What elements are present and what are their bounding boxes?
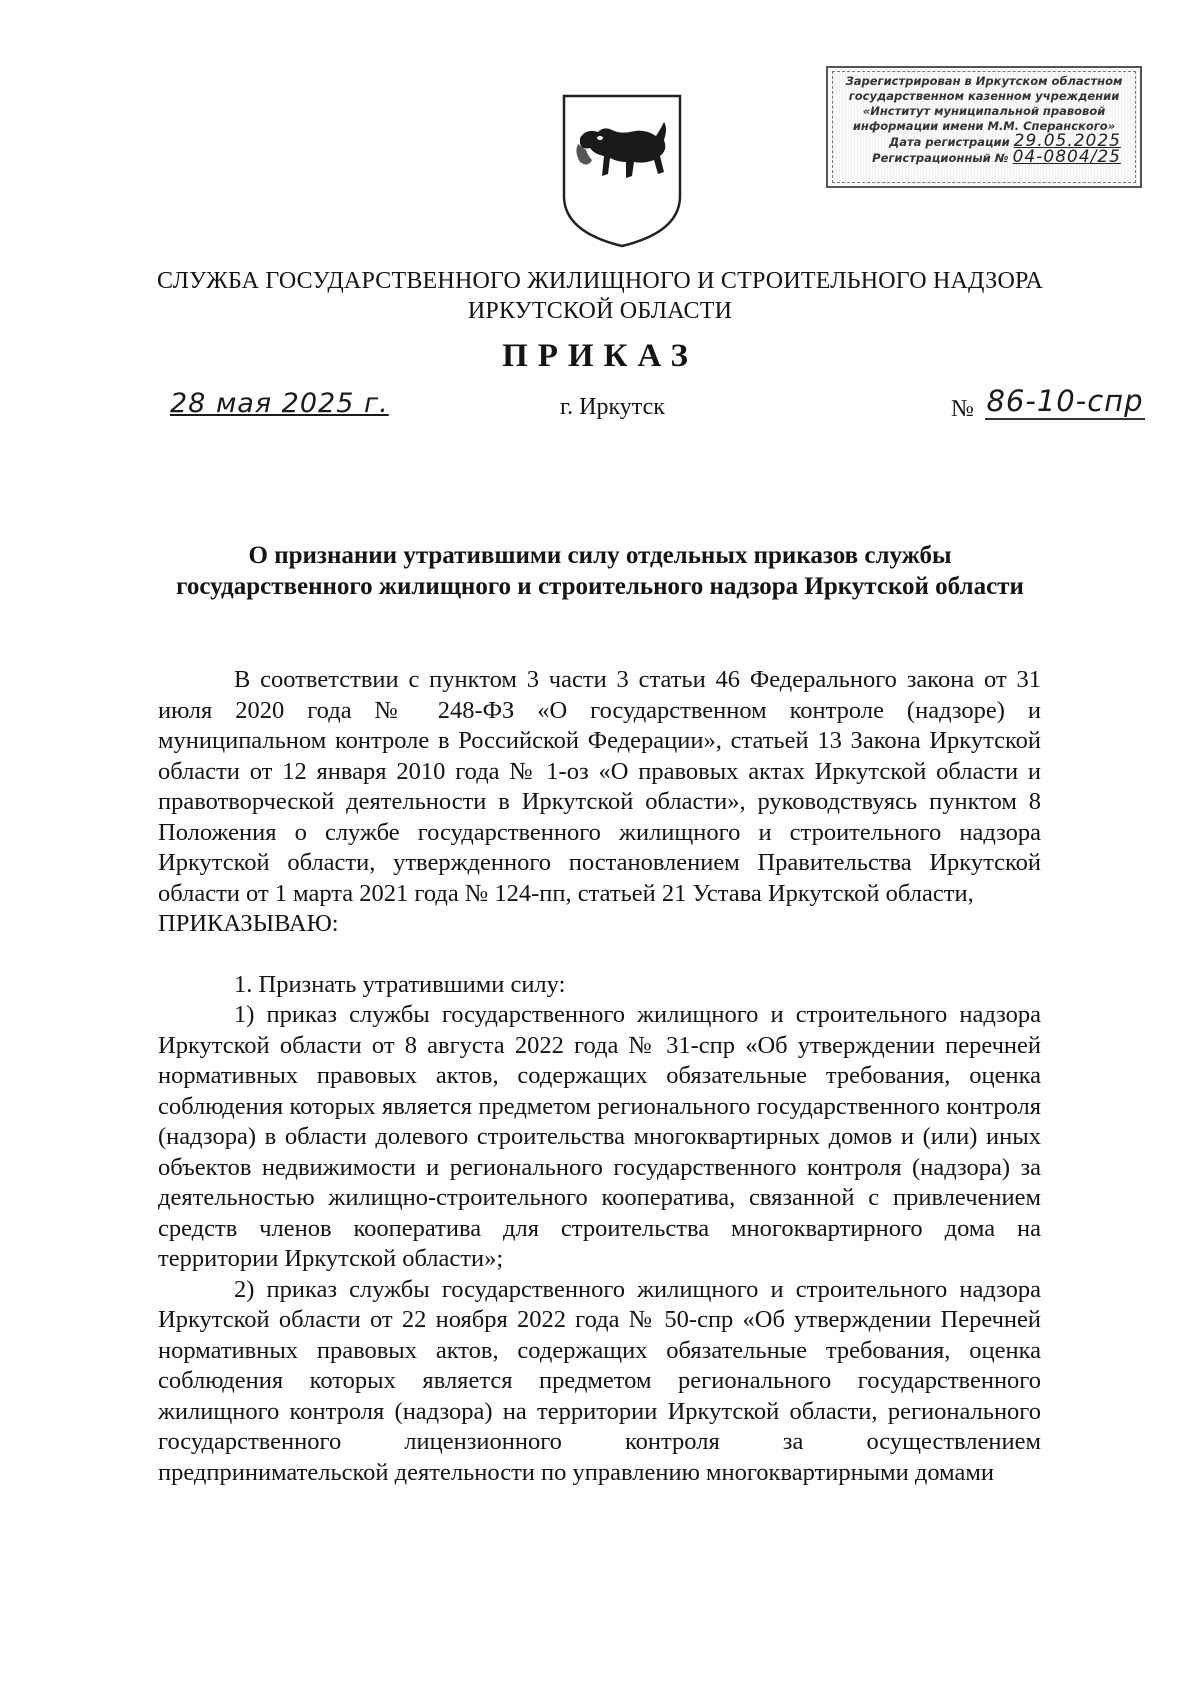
handwritten-date: 28 мая 2025 г. <box>170 388 389 419</box>
stamp-date-value: 29.05.2025 <box>1013 131 1121 151</box>
stamp-line: информации имени М.М. Сперанского» <box>852 119 1116 133</box>
stamp-number-value: 04-0804/25 <box>1012 147 1121 167</box>
number-sign: № <box>951 396 974 422</box>
heading-line-1: О признании утратившими силу отдельных приказов службы <box>248 542 952 569</box>
document-heading <box>150 540 1050 602</box>
city: г. Иркутск <box>560 394 665 420</box>
agency-name <box>150 266 1050 326</box>
preamble-paragraph: В соответствии с пунктом 3 части 3 статьи 46 Федерального закона от 31 июля 2020 года № 248-ФЗ «О государственном контроле (надзоре) и муниципальном контроле в Российской Федерации», статьей 13 Закона Иркутской области от 12 января 2010 года № 1-оз «О правовых актах Иркутской области и правотворческой деятельности в Иркутской области», руководствуясь пунктом 8 Положения о службе государственного жилищного и строительного надзора Иркутской области, утвержденного постановлением Правительства Иркутской области от 1 марта 2021 года № 124-пп, статьей 21 Устава Иркутской области, <box>158 666 1041 907</box>
stamp-number-label: Регистрационный № <box>872 151 1009 165</box>
handwritten-order-number: 86-10-спр <box>986 384 1144 418</box>
stamp-number-row <box>833 147 1135 167</box>
sub-item-1: 1) приказ службы государственного жилищного и строительного надзора Иркутской области от 8 августа 2022 года № 31-спр «Об утверждении перечней нормативных правовых актов, содержащих обязательные требования, оценка соблюдения которых является предметом регионального государственного контроля (надзора) в области долевого строительства многоквартирных домов и (или) иных объектов недвижимости и регионального государственного контроля (надзора) за деятельностью жилищно-строительного кооператива, связанной с привлечением средств членов кооператива для строительства многоквартирного дома на территории Иркутской области»; <box>158 1001 1041 1272</box>
item-1: 1. Признать утратившими силу: <box>234 970 566 998</box>
irkutsk-coat-of-arms-icon <box>560 92 684 250</box>
document-body <box>158 665 1041 1488</box>
stamp-date-label: Дата регистрации <box>888 135 1010 149</box>
agency-line-2: ИРКУТСКОЙ ОБЛАСТИ <box>467 298 733 324</box>
stamp-line: «Институт муниципальной правовой <box>862 104 1106 118</box>
stamp-line: Зарегистрирован в Иркутском областном <box>845 74 1123 88</box>
heading-line-2: государственного жилищного и строительного надзора Иркутской области <box>176 573 1024 600</box>
stamp-line: государственном казенном учреждении <box>848 89 1120 103</box>
registration-stamp <box>826 66 1142 188</box>
sub-item-2: 2) приказ службы государственного жилищного и строительного надзора Иркутской области от 22 ноября 2022 года № 50-спр «Об утверждении Перечней нормативных правовых актов, содержащих обязательные требования, оценка соблюдения которых является предметом регионального государственного жилищного контроля (надзора) на территории Иркутской области, регионального государственного лицензионного контроля за осуществлением предпринимательской деятельности по управлению многоквартирными домами <box>158 1275 1041 1486</box>
agency-line-1: СЛУЖБА ГОСУДАРСТВЕННОГО ЖИЛИЩНОГО И СТРОИТЕЛЬНОГО НАДЗОРА <box>157 268 1043 294</box>
document-type-title: ПРИКАЗ <box>502 338 698 374</box>
order-word: ПРИКАЗЫВАЮ: <box>158 910 339 937</box>
